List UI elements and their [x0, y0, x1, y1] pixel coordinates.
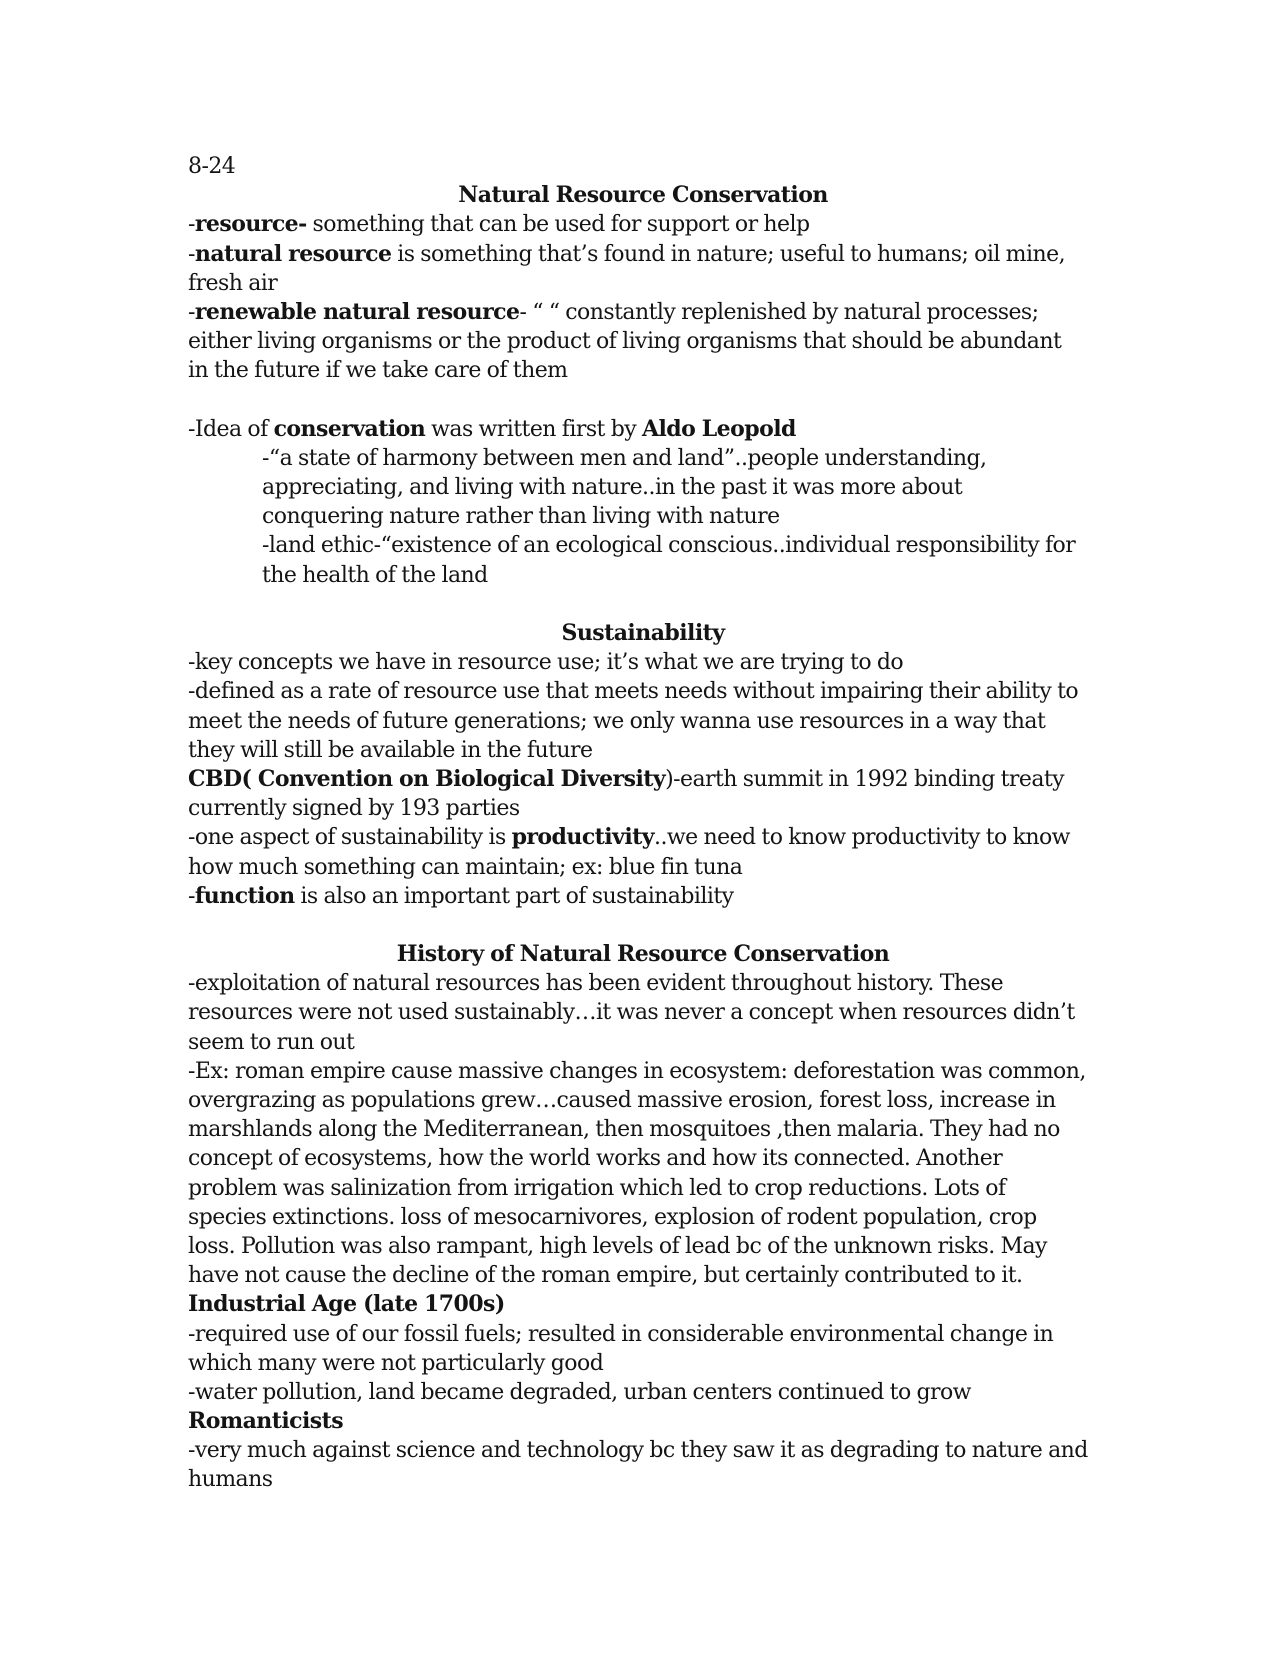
spacer [188, 590, 1098, 619]
sust-line-2: -defined as a rate of resource use that meets needs without impairing their ability to [188, 679, 1079, 705]
romanticists-line-1: -very much against science and technology bc they saw it as degrading to nature and [188, 1438, 1088, 1464]
section-title-conservation: Natural Resource Conservation [458, 182, 828, 209]
history-line-10: loss. Pollution was also rampant, high levels of lead bc of the unknown risks. May [188, 1233, 1047, 1259]
history-line-3: seem to run out [188, 1029, 355, 1055]
def-renewable-resource: -renewable natural resource- “ “ constantly replenished by natural processes; [188, 298, 1039, 325]
subheading-romanticists: Romanticists [188, 1408, 344, 1435]
history-line-6: marshlands along the Mediterranean, then mosquitoes ,then malaria. They had no [188, 1117, 1060, 1143]
history-line-2: resources were not used sustainably…it was never a concept when resources didn’t [188, 1000, 1075, 1026]
industrial-line-2: which many were not particularly good [188, 1350, 604, 1376]
history-line-9: species extinctions. loss of mesocarnivores, explosion of rodent population, crop [188, 1204, 1037, 1230]
spacer [188, 911, 1098, 940]
romanticists-line-2: humans [188, 1467, 273, 1493]
history-line-5: overgrazing as populations grew…caused massive erosion, forest loss, increase in [188, 1088, 1056, 1113]
land-ethic-1: -land ethic-“existence of an ecological conscious..individual responsibility for [262, 533, 1076, 559]
section-title-sustainability: Sustainability [561, 620, 725, 646]
def-resource: -resource- something that can be used for support or help [188, 211, 810, 238]
industrial-line-1: -required use of our fossil fuels; resulted in considerable environmental change in [188, 1321, 1054, 1347]
history-line-8: problem was salinization from irrigation which led to crop reductions. Lots of [188, 1175, 1006, 1201]
cbd-line-cont: currently signed by 193 parties [188, 796, 520, 822]
def-natural-resource: -natural resource is something that’s found in nature; useful to humans; oil mine, [188, 240, 1066, 267]
history-line-4: -Ex: roman empire cause massive changes in ecosystem: deforestation was common, [188, 1058, 1086, 1084]
date-line: 8-24 [188, 154, 236, 179]
productivity-line: -one aspect of sustainability is productivity..we need to know productivity to know [188, 824, 1070, 851]
history-line-7: concept of ecosystems, how the world works and how its connected. Another [188, 1146, 1003, 1172]
notes-body [188, 152, 1098, 1495]
leopold-quote-1: -“a state of harmony between men and land”..people understanding, [262, 445, 987, 471]
spacer [188, 386, 1098, 415]
leopold-quote-3: conquering nature rather than living with nature [262, 504, 780, 530]
subheading-industrial-age: Industrial Age (late 1700s) [188, 1291, 505, 1318]
leopold-quote-2: appreciating, and living with nature..in the past it was more about [262, 475, 963, 501]
def-renewable-cont-1: either living organisms or the product of living organisms that should be abundant [188, 329, 1062, 355]
sust-line-4: they will still be available in the future [188, 737, 593, 763]
sust-line-3: meet the needs of future generations; we only wanna use resources in a way that [188, 708, 1046, 734]
history-line-11: have not cause the decline of the roman empire, but certainly contributed to it. [188, 1263, 1023, 1289]
land-ethic-2: the health of the land [262, 562, 488, 588]
sust-line-1: -key concepts we have in resource use; it’s what we are trying to do [188, 650, 904, 676]
function-line: -function is also an important part of sustainability [188, 882, 734, 909]
leopold-intro: -Idea of conservation was written first by Aldo Leopold [188, 415, 796, 442]
def-natural-resource-cont: fresh air [188, 270, 278, 296]
productivity-line-cont: how much something can maintain; ex: blue fin tuna [188, 854, 743, 880]
history-line-1: -exploitation of natural resources has been evident throughout history. These [188, 971, 1004, 997]
section-title-history: History of Natural Resource Conservation [396, 941, 890, 968]
cbd-line: CBD( Convention on Biological Diversity)-earth summit in 1992 binding treaty [188, 765, 1065, 792]
def-renewable-cont-2: in the future if we take care of them [188, 358, 568, 384]
industrial-line-3: -water pollution, land became degraded, urban centers continued to grow [188, 1379, 971, 1405]
